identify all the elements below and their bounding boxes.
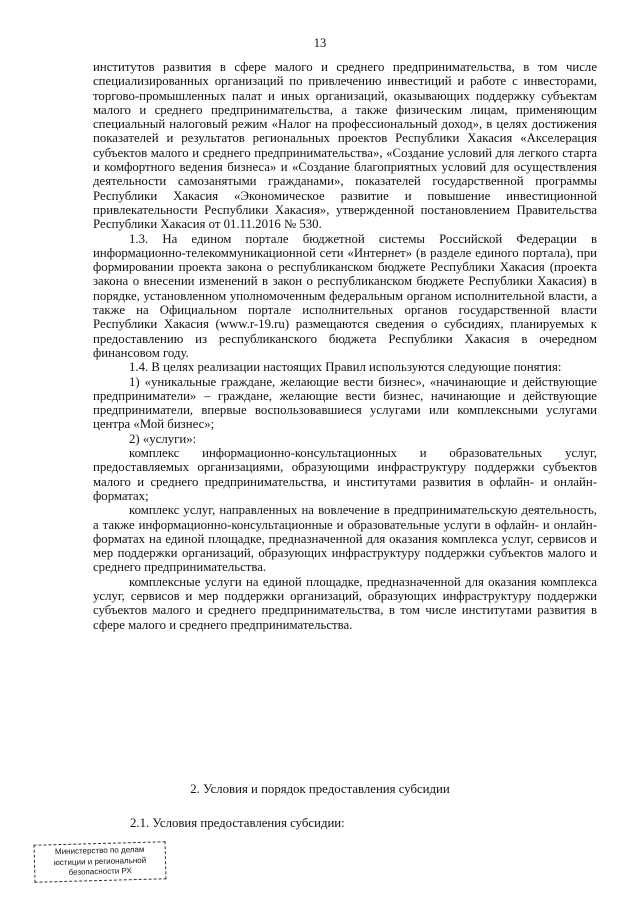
stamp-line-1: Министерство по делам <box>54 844 145 857</box>
stamp-line-2: юстиции и региональной <box>53 855 147 867</box>
paragraph-definition-1: 1) «уникальные граждане, желающие вести бизнес», «начинающие и действующие предприниматели» – граждане, желающие вести бизнес, начинающие и действующие предприниматели, впервые воспользовавшиеся услугами или комплексными услугами центра «Мой бизнес»; <box>93 374 597 432</box>
paragraph-services-3: комплексные услуги на единой площадке, предназначенной для оказания комплекса услуг, сервисов и мер поддержки организаций, образующих инфраструктуру поддержки субъектов малого и среднего предпринимательства, в том числе институтами развития в сфере малого и среднего предпринимательства. <box>93 574 597 632</box>
subsection-title: 2.1. Условия предоставления субсидии: <box>130 816 345 830</box>
section-heading: 2. Условия и порядок предоставления субсидии <box>190 782 450 796</box>
document-body <box>93 60 597 632</box>
paragraph-services-1: комплекс информационно-консультационных и образовательных услуг, предоставляемых организациями, образующими инфраструктуру поддержки субъектов малого и среднего предпринимательства, и институтами развития в офлайн- и онлайн-форматах; <box>93 446 597 503</box>
paragraph-services-2: комплекс услуг, направленных на вовлечение в предпринимательскую деятельность, а также информационно-консультационные и образовательные услуги в офлайн- и онлайн-форматах на единой площадке, предназначенной для оказания комплекса услуг, сервисов и мер поддержки организаций, образующих инфраструктуру поддержки субъектов малого и среднего предпринимательства. <box>93 503 597 575</box>
page-number: 13 <box>313 36 327 50</box>
paragraph-intro-continuation: институтов развития в сфере малого и среднего предпринимательства, в том числе специализированных организаций по привлечению инвестиций и работе с инвесторами, торгово-промышленных палат и иных организаций, оказывающих поддержку субъектам малого и среднего предпринимательства, а также физическим лицам, применяющим специальный налоговый режим «Налог на профессиональный доход», в целях достижения показателей и результатов региональных проектов Республики Хакасия «Акселерация субъектов малого и среднего предпринимательства», «Создание условий для легкого старта и комфортного ведения бизнеса» и «Создание благоприятных условий для осуществления деятельности самозанятыми гражданами», показателей государственной программы Республики Хакасия «Экономическое развитие и повышение инвестиционной привлекательности Республики Хакасия», утвержденной постановлением Правительства Республики Хакасия от 01.11.2016 № 530. <box>93 60 597 232</box>
paragraph-definition-2: 2) «услуги»: <box>129 431 197 446</box>
stamp-line-3: безопасности РХ <box>68 866 132 877</box>
paragraph-1-3: 1.3. На едином портале бюджетной системы Российской Федерации в информационно-телекоммуникационной сети «Интернет» (в разделе единого портала), при формировании проекта закона о республиканском бюджете Республики Хакасия (проекта закона о внесении изменений в закон о республиканском бюджете Республики Хакасия) в порядке, установленном уполномоченным федеральным органом исполнительной власти, а также на Официальном портале исполнительных органов государственной власти Республики Хакасия (www.r-19.ru) размещаются сведения о субсидиях, планируемых к предоставлению из республиканского бюджета Республики Хакасия в очередном финансовом году. <box>93 231 597 360</box>
paragraph-1-4: 1.4. В целях реализации настоящих Правил используются следующие понятия: <box>129 360 562 375</box>
ministry-stamp <box>34 841 167 882</box>
